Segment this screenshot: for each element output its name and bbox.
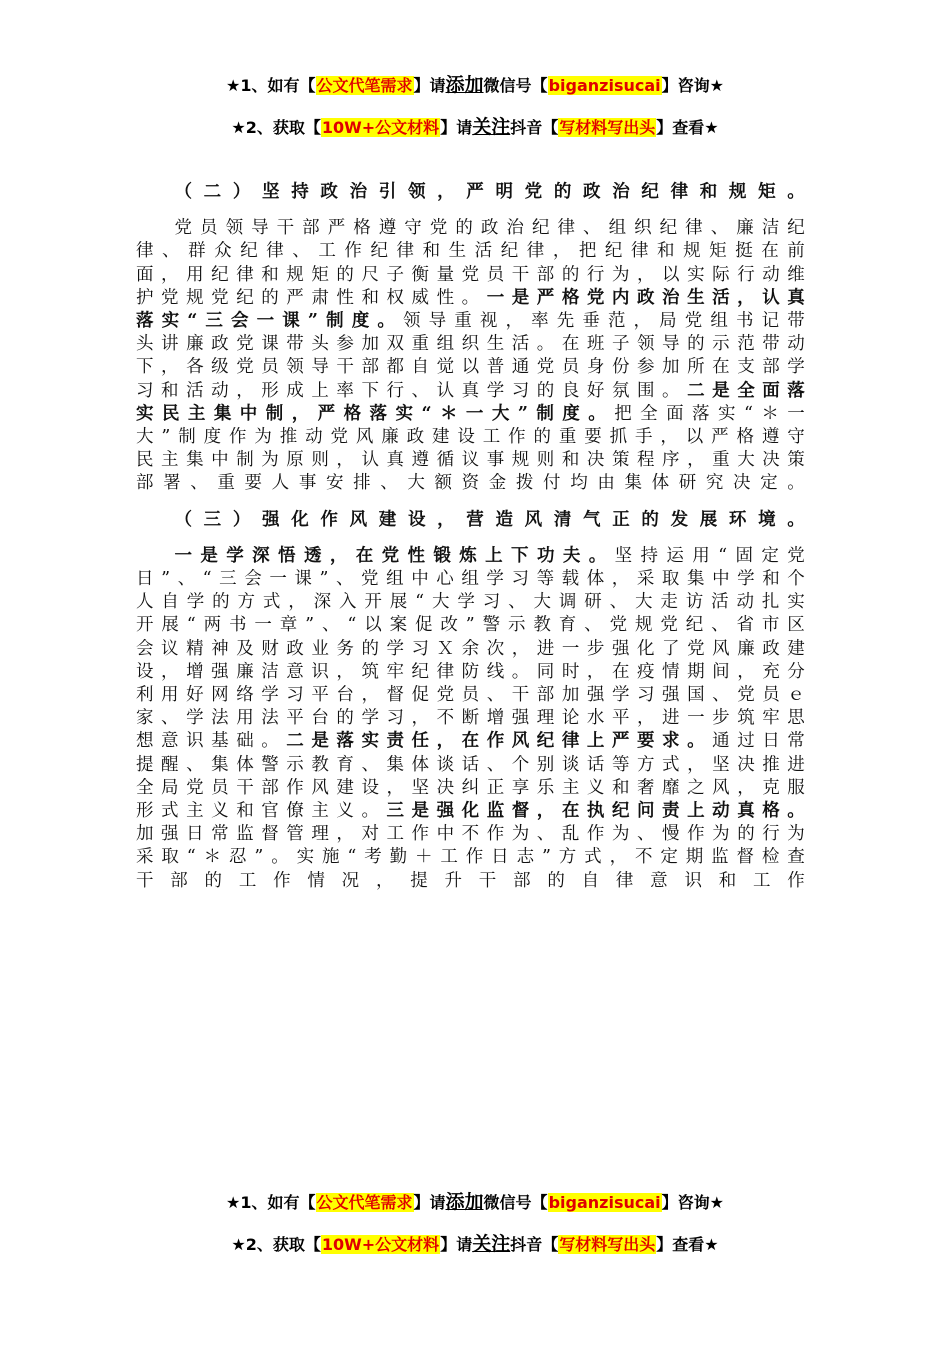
materials-highlight: 10W+公文材料	[321, 1235, 440, 1254]
banner-text: 微信号【	[483, 76, 548, 95]
douyin-account-highlight: 写材料写出头	[559, 1235, 656, 1254]
wechat-id-highlight: biganzisucai	[548, 76, 661, 95]
add-emphasis: 添加	[445, 1191, 484, 1213]
banner-text: 】请	[440, 118, 473, 137]
follow-emphasis: 关注	[472, 116, 511, 138]
ghostwriting-highlight: 公文代笔需求	[316, 76, 413, 95]
top-banner-line-1	[0, 70, 950, 97]
paragraph-text: 通过日常提醒、集体警示教育、集体谈话、个别谈话等方式，坚决推进全局党员干部作风建设，坚决纠正享乐主义和奢靡之风，克服形式主义和官僚主义。	[136, 731, 812, 822]
bold-point-1: 一是严格党内政治生活，认真落实“三会一课”制度。	[136, 287, 812, 332]
banner-text: ★1、如有【	[226, 1193, 316, 1212]
follow-emphasis: 关注	[472, 1233, 511, 1255]
bold-point-3: 三是强化监督，在执纪问责上动真格。	[386, 801, 812, 822]
banner-text: 抖音【	[510, 118, 559, 137]
section-heading-3: （三）强化作风建设，营造风清气正的发展环境。	[174, 509, 812, 530]
bottom-banner-line-2	[0, 1229, 950, 1256]
paragraph-text: 党员领导干部严格遵守党的政治纪律、组织纪律、廉洁纪律、群众纪律、工作纪律和生活纪律，把纪律和规矩挺在前面，用纪律和规矩的尺子衡量党员干部的行为，以实际行动维护党规党纪的严肃性和权威性。	[136, 218, 812, 308]
section-3-paragraph	[136, 545, 812, 893]
section-2-paragraph	[136, 217, 812, 495]
banner-text: ★2、获取【	[231, 118, 321, 137]
paragraph-text: 坚持运用“固定党日”、“三会一课”、党组中心组学习等载体，采取集中学和个人自学的方式，深入开展“大学习、大调研、大走访活动扎实开展“两书一章”、“以案促改”警示教育、党规党纪、省市区会议精神及财政业务的学习Ｘ余次，进一步强化了党风廉政建设，增强廉洁意识，筑牢纪律防线。同时，在疫情期间，充分利用好网络学习平台，督促党员、干部加强学习强国、党员ｅ家、学法用法平台的学习，不断增强理论水平，进一步筑牢思想意识基础。	[136, 545, 812, 752]
banner-text: 】查看★	[656, 1235, 719, 1254]
banner-text: 】请	[413, 76, 446, 95]
wechat-id-highlight: biganzisucai	[548, 1193, 661, 1212]
banner-text: 抖音【	[510, 1235, 559, 1254]
bold-point-1: 一是学深悟透，在党性锻炼上下功夫。	[174, 545, 615, 566]
banner-text: 】查看★	[656, 118, 719, 137]
banner-text: 】请	[413, 1193, 446, 1212]
banner-text: ★2、获取【	[231, 1235, 321, 1254]
banner-text: 】咨询★	[661, 1193, 724, 1212]
paragraph-text: 领导重视，率先垂范，局党组书记带头讲廉政党课带头参加双重组织生活。在班子领导的示范带动下，各级党员领导干部都自觉以普通党员身份参加所在支部学习和活动，形成上率下行、认真学习的良好氛围。	[136, 311, 812, 401]
section-heading-2: （二）坚持政治引领，严明党的政治纪律和规矩。	[174, 182, 812, 202]
paragraph-text: 加强日常监督管理，对工作中不作为、乱作为、慢作为的行为采取“＊忍”。实施“考勤＋工作日志”方式，不定期监督检查干部的工作情况，提升干部的自律意识和工作	[136, 824, 812, 891]
banner-text: 】请	[440, 1235, 473, 1254]
banner-text: 微信号【	[483, 1193, 548, 1212]
bold-point-2: 二是全面落实民主集中制，严格落实“＊一大”制度。	[136, 380, 812, 424]
add-emphasis: 添加	[445, 74, 484, 96]
top-banner-line-2	[0, 112, 950, 139]
banner-text: 】咨询★	[661, 76, 724, 95]
materials-highlight: 10W+公文材料	[321, 118, 440, 137]
ghostwriting-highlight: 公文代笔需求	[316, 1193, 413, 1212]
bold-point-2: 二是落实责任，在作风纪律上严要求。	[286, 731, 713, 752]
banner-text: ★1、如有【	[226, 76, 316, 95]
document-body	[136, 181, 812, 906]
bottom-banner-line-1	[0, 1187, 950, 1214]
paragraph-text: 把全面落实“＊一大”制度作为推动党风廉政建设工作的重要抓手，以严格遵守民主集中制为原则，认真遵循议事规则和决策程序，重大决策部署、重要人事安排、大额资金拨付均由集体研究决定。	[136, 403, 813, 494]
douyin-account-highlight: 写材料写出头	[559, 118, 656, 137]
